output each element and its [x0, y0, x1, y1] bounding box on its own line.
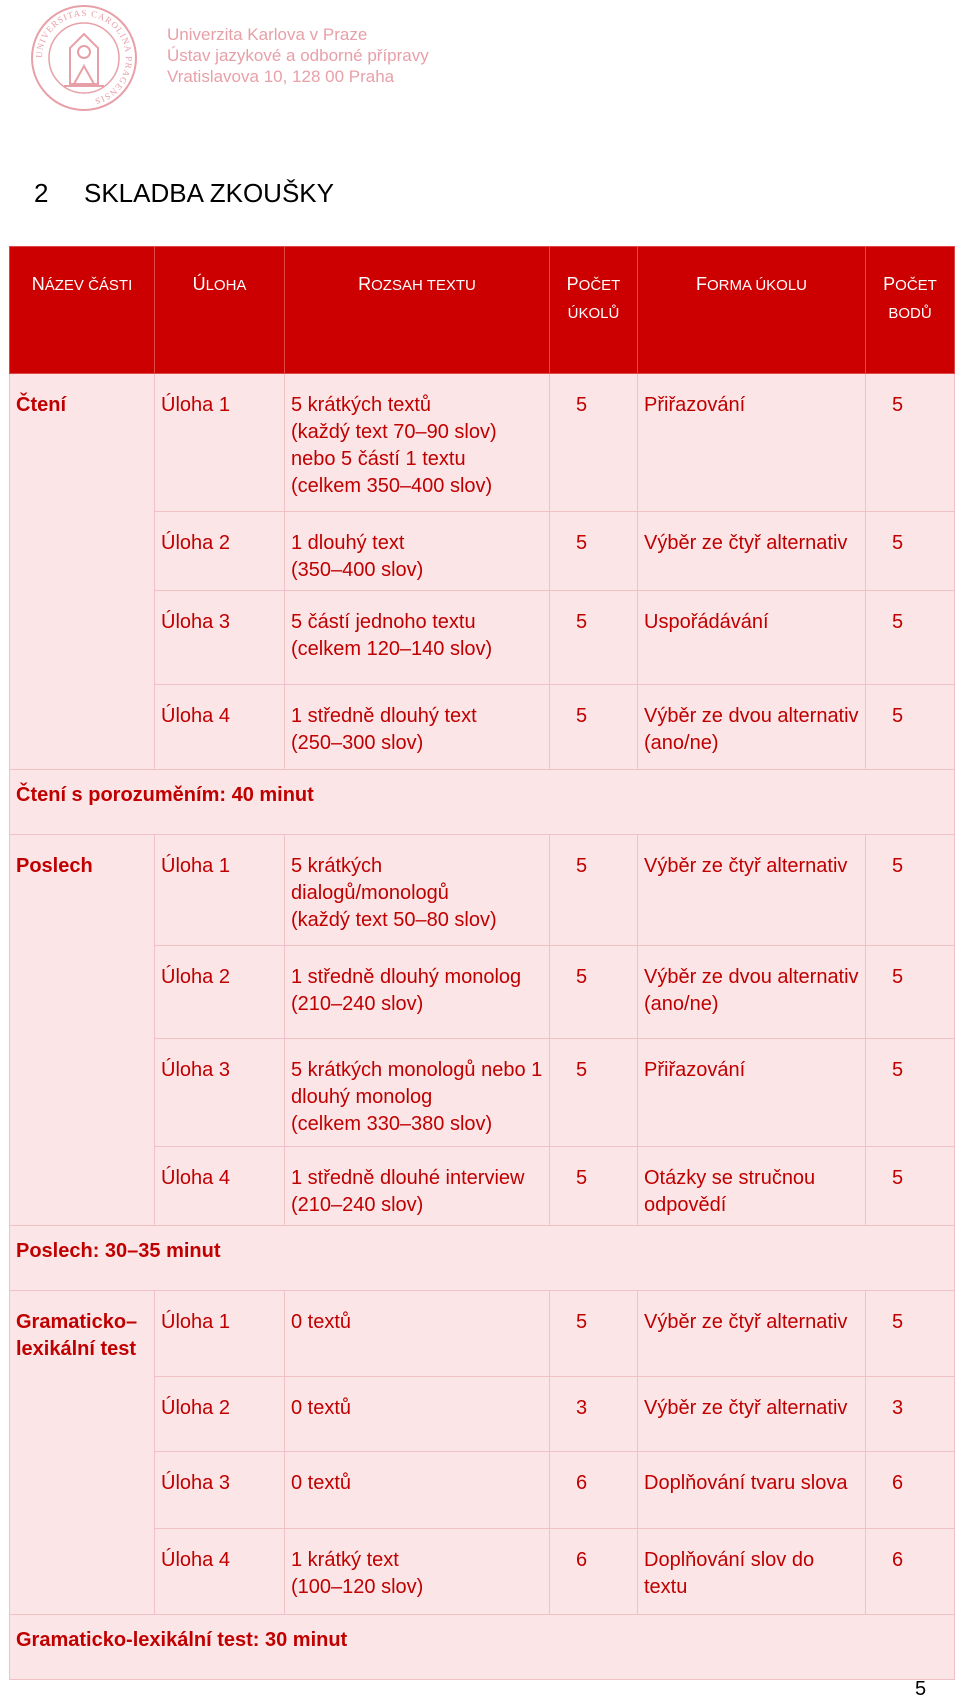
header-part-name: NÁZEV ČÁSTI [10, 247, 155, 374]
task-count-cell: 5 [550, 685, 638, 770]
task-form-cell: Výběr ze čtyř alternativ [638, 512, 866, 591]
page-number: 5 [915, 1678, 927, 1700]
exam-structure-table [9, 246, 955, 1680]
task-form-cell: Výběr ze čtyř alternativ [638, 1291, 866, 1377]
header-task-count: POČET ÚKOLŮ [550, 247, 638, 374]
section-duration: Gramaticko-lexikální test: 30 minut [10, 1615, 955, 1680]
task-count-cell: 5 [550, 835, 638, 946]
task-count-cell: 5 [550, 374, 638, 512]
task-form-cell: Přiřazování [638, 1039, 866, 1147]
task-cell: Úloha 4 [155, 1529, 285, 1615]
task-count-cell: 5 [550, 1147, 638, 1226]
institute-name: Ústav jazykové a odborné přípravy [167, 46, 429, 65]
task-cell: Úloha 3 [155, 1039, 285, 1147]
task-cell: Úloha 1 [155, 374, 285, 512]
header-points: POČET BODŮ [866, 247, 955, 374]
university-address: Vratislavova 10, 128 00 Praha [167, 67, 395, 86]
university-header [167, 24, 429, 87]
points-cell: 5 [866, 1147, 955, 1226]
svg-text:UNIVERSITAS CAROLINA PRAGENSIS: UNIVERSITAS CAROLINA PRAGENSIS [33, 7, 135, 107]
points-cell: 5 [866, 591, 955, 685]
section-summary-row [10, 1615, 955, 1680]
text-range-cell: 1 dlouhý text (350–400 slov) [285, 512, 550, 591]
task-form-cell: Přiřazování [638, 374, 866, 512]
section-number: 2 [34, 178, 49, 208]
text-range-cell: 1 krátký text (100–120 slov) [285, 1529, 550, 1615]
task-form-cell: Výběr ze čtyř alternativ [638, 1377, 866, 1452]
section-heading [34, 178, 334, 209]
text-range-cell: 1 středně dlouhý monolog (210–240 slov) [285, 946, 550, 1039]
task-cell: Úloha 4 [155, 685, 285, 770]
task-cell: Úloha 3 [155, 1452, 285, 1529]
section-duration: Poslech: 30–35 minut [10, 1226, 955, 1291]
points-cell: 5 [866, 946, 955, 1039]
task-form-cell: Výběr ze dvou alternativ (ano/ne) [638, 685, 866, 770]
task-count-cell: 5 [550, 946, 638, 1039]
part-name-cell: Gramaticko–lexikální test [10, 1291, 155, 1615]
table-row [10, 1291, 955, 1377]
task-count-cell: 5 [550, 1291, 638, 1377]
task-form-cell: Uspořádávání [638, 591, 866, 685]
text-range-cell: 1 středně dlouhé interview (210–240 slov) [285, 1147, 550, 1226]
task-cell: Úloha 2 [155, 1377, 285, 1452]
text-range-cell: 5 krátkých textů (každý text 70–90 slov) nebo 5 částí 1 textu (celkem 350–400 slov) [285, 374, 550, 512]
task-cell: Úloha 3 [155, 591, 285, 685]
task-cell: Úloha 2 [155, 512, 285, 591]
task-cell: Úloha 4 [155, 1147, 285, 1226]
points-cell: 5 [866, 1039, 955, 1147]
university-name: Univerzita Karlova v Praze [167, 25, 368, 44]
task-form-cell: Doplňování tvaru slova [638, 1452, 866, 1529]
section-title: SKLADBA ZKOUŠKY [84, 178, 334, 208]
text-range-cell: 1 středně dlouhý text (250–300 slov) [285, 685, 550, 770]
points-cell: 3 [866, 1377, 955, 1452]
points-cell: 6 [866, 1452, 955, 1529]
text-range-cell: 5 krátkých dialogů/monologů (každý text 50–80 slov) [285, 835, 550, 946]
section-summary-row [10, 770, 955, 835]
section-summary-row [10, 1226, 955, 1291]
text-range-cell: 0 textů [285, 1377, 550, 1452]
points-cell: 5 [866, 512, 955, 591]
table-header-row [10, 247, 955, 374]
section-duration: Čtení s porozuměním: 40 minut [10, 770, 955, 835]
task-count-cell: 3 [550, 1377, 638, 1452]
points-cell: 5 [866, 374, 955, 512]
task-form-cell: Výběr ze čtyř alternativ [638, 835, 866, 946]
text-range-cell: 5 krátkých monologů nebo 1 dlouhý monolog (celkem 330–380 slov) [285, 1039, 550, 1147]
task-form-cell: Otázky se stručnou odpovědí [638, 1147, 866, 1226]
points-cell: 6 [866, 1529, 955, 1615]
table-row [10, 374, 955, 512]
task-cell: Úloha 1 [155, 835, 285, 946]
header-task: ÚLOHA [155, 247, 285, 374]
text-range-cell: 0 textů [285, 1452, 550, 1529]
task-count-cell: 6 [550, 1529, 638, 1615]
task-cell: Úloha 2 [155, 946, 285, 1039]
task-cell: Úloha 1 [155, 1291, 285, 1377]
header-text-range: ROZSAH TEXTU [285, 247, 550, 374]
text-range-cell: 0 textů [285, 1291, 550, 1377]
part-name-cell: Čtení [10, 374, 155, 770]
points-cell: 5 [866, 1291, 955, 1377]
task-count-cell: 5 [550, 591, 638, 685]
points-cell: 5 [866, 835, 955, 946]
task-count-cell: 6 [550, 1452, 638, 1529]
task-form-cell: Doplňování slov do textu [638, 1529, 866, 1615]
university-seal-logo [30, 4, 138, 112]
task-count-cell: 5 [550, 512, 638, 591]
task-form-cell: Výběr ze dvou alternativ (ano/ne) [638, 946, 866, 1039]
header-task-form: FORMA ÚKOLU [638, 247, 866, 374]
text-range-cell: 5 částí jednoho textu (celkem 120–140 slov) [285, 591, 550, 685]
task-count-cell: 5 [550, 1039, 638, 1147]
points-cell: 5 [866, 685, 955, 770]
table-row [10, 835, 955, 946]
part-name-cell: Poslech [10, 835, 155, 1226]
